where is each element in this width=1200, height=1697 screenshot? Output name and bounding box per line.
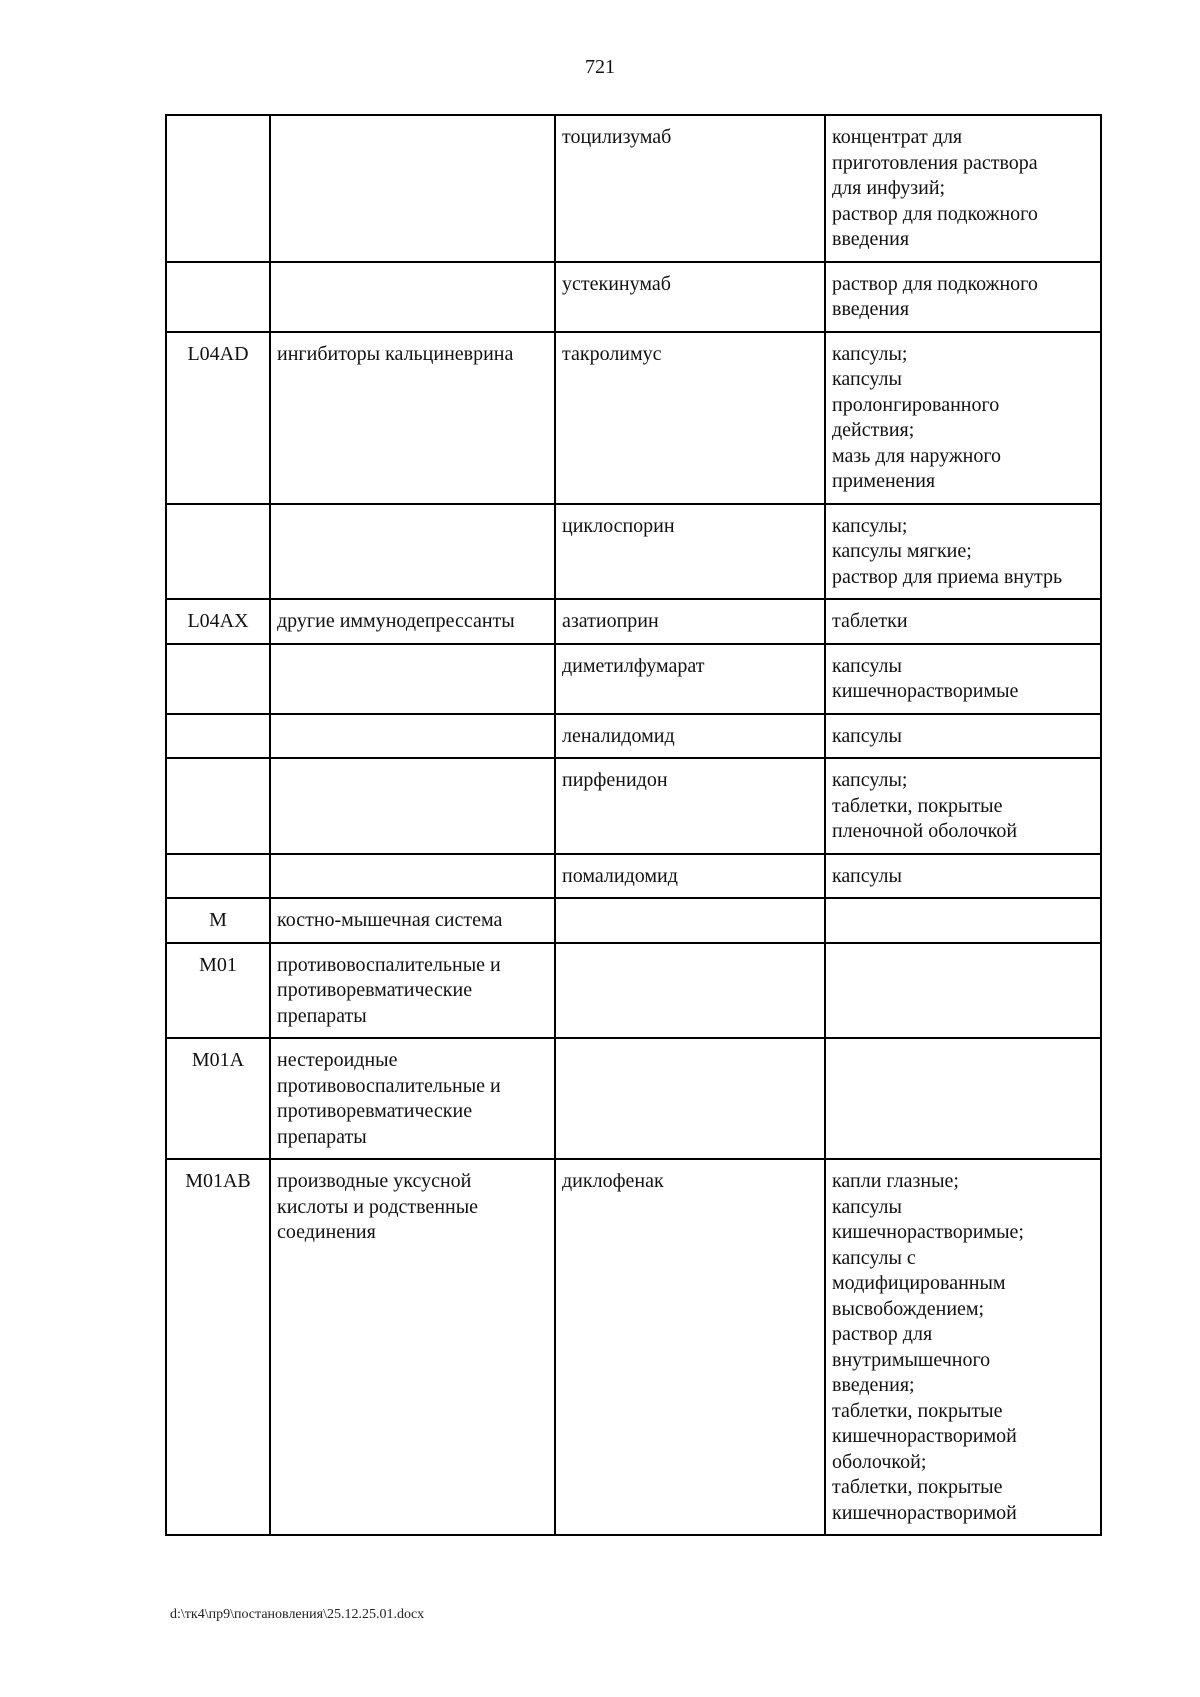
dosage-form-cell: капсулы; капсулы пролонгированного действия; мазь для наружного применения: [825, 332, 1101, 504]
dosage-form-cell: [825, 943, 1101, 1039]
table-row: [166, 1159, 1101, 1535]
table-row: [166, 943, 1101, 1039]
drug-name-cell: леналидомид: [555, 714, 825, 759]
drug-name-cell: устекинумаб: [555, 262, 825, 332]
group-cell: ингибиторы кальциневрина: [270, 332, 555, 504]
dosage-form-cell: капли глазные; капсулы кишечнорастворимые; капсулы с модифицированным высвобождением; раствор для внутримышечного введения; таблетки, покрытые кишечнорастворимой оболочкой; таблетки, покрытые кишечнорастворимой: [825, 1159, 1101, 1535]
group-cell: противовоспалительные и противоревматические препараты: [270, 943, 555, 1039]
table-row: [166, 898, 1101, 943]
dosage-form-cell: раствор для подкожного введения: [825, 262, 1101, 332]
dosage-form-cell: таблетки: [825, 599, 1101, 644]
dosage-form-cell: [825, 898, 1101, 943]
dosage-form-cell: капсулы; капсулы мягкие; раствор для приема внутрь: [825, 504, 1101, 600]
group-cell: производные уксусной кислоты и родственные соединения: [270, 1159, 555, 1535]
atc-code-cell: M: [166, 898, 270, 943]
atc-code-cell: [166, 854, 270, 899]
dosage-form-cell: капсулы: [825, 854, 1101, 899]
drug-name-cell: азатиоприн: [555, 599, 825, 644]
drug-name-cell: циклоспорин: [555, 504, 825, 600]
page-number: 721: [585, 56, 615, 78]
drug-name-cell: диметилфумарат: [555, 644, 825, 714]
table-row: [166, 1038, 1101, 1159]
dosage-form-cell: капсулы кишечнорастворимые: [825, 644, 1101, 714]
atc-code-cell: [166, 714, 270, 759]
table-row: [166, 115, 1101, 262]
drug-name-cell: помалидомид: [555, 854, 825, 899]
table-row: [166, 599, 1101, 644]
drug-name-cell: тоцилизумаб: [555, 115, 825, 262]
atc-code-cell: [166, 758, 270, 854]
table-row: [166, 644, 1101, 714]
dosage-form-cell: [825, 1038, 1101, 1159]
table-row: [166, 854, 1101, 899]
dosage-form-cell: концентрат для приготовления раствора для инфузий; раствор для подкожного введения: [825, 115, 1101, 262]
dosage-form-cell: капсулы: [825, 714, 1101, 759]
drug-name-cell: диклофенак: [555, 1159, 825, 1535]
group-cell: [270, 262, 555, 332]
atc-code-cell: L04AX: [166, 599, 270, 644]
group-cell: нестероидные противовоспалительные и противоревматические препараты: [270, 1038, 555, 1159]
group-cell: [270, 854, 555, 899]
dosage-form-cell: капсулы; таблетки, покрытые пленочной оболочкой: [825, 758, 1101, 854]
group-cell: другие иммунодепрессанты: [270, 599, 555, 644]
drug-name-cell: [555, 898, 825, 943]
table-row: [166, 758, 1101, 854]
atc-code-cell: [166, 504, 270, 600]
atc-code-cell: [166, 115, 270, 262]
atc-code-cell: L04AD: [166, 332, 270, 504]
table-row: [166, 262, 1101, 332]
group-cell: [270, 714, 555, 759]
atc-code-cell: [166, 644, 270, 714]
table-row: [166, 504, 1101, 600]
atc-code-cell: M01AB: [166, 1159, 270, 1535]
file-path-footer: d:\тк4\пр9\постановления\25.12.25.01.docx: [170, 1607, 425, 1622]
drug-table: [165, 114, 1102, 1536]
group-cell: [270, 644, 555, 714]
table-row: [166, 332, 1101, 504]
atc-code-cell: M01: [166, 943, 270, 1039]
group-cell: [270, 758, 555, 854]
atc-code-cell: [166, 262, 270, 332]
group-cell: [270, 115, 555, 262]
table-row: [166, 714, 1101, 759]
drug-name-cell: пирфенидон: [555, 758, 825, 854]
drug-name-cell: такролимус: [555, 332, 825, 504]
atc-code-cell: M01A: [166, 1038, 270, 1159]
group-cell: костно-мышечная система: [270, 898, 555, 943]
drug-name-cell: [555, 1038, 825, 1159]
group-cell: [270, 504, 555, 600]
drug-name-cell: [555, 943, 825, 1039]
